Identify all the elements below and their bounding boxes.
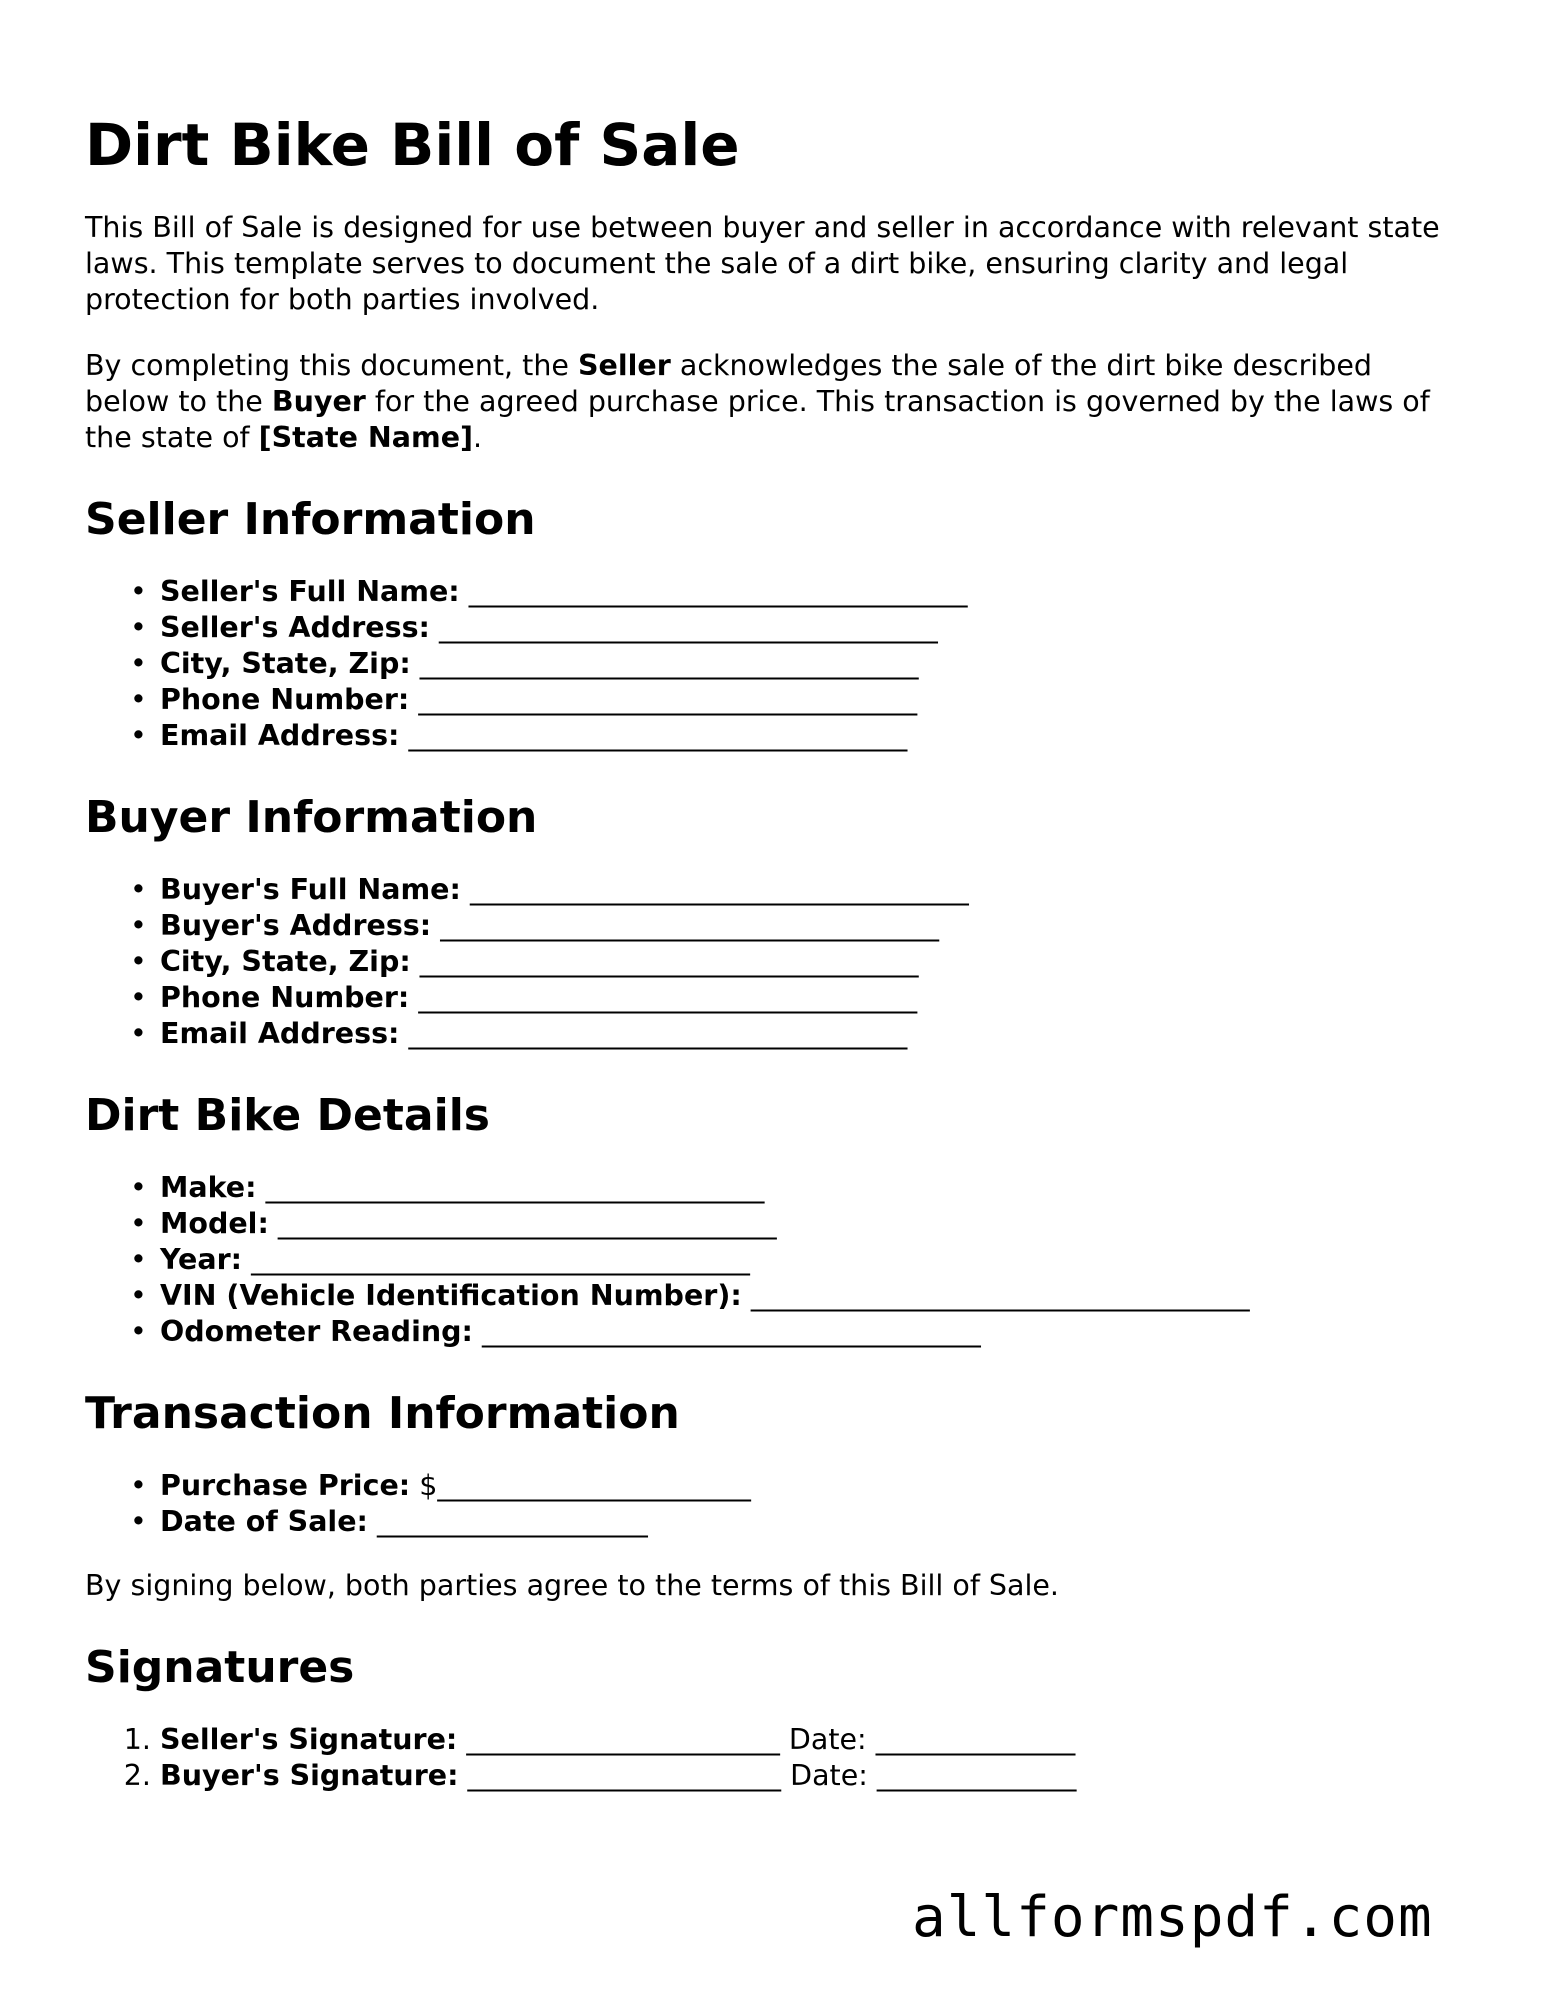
seller-signature-field — [160, 1722, 1465, 1758]
intro-paragraph: This Bill of Sale is designed for use between buyer and seller in accordance with relevant state laws. This template serves to document the sale of a dirt bike, ensuring clarity and legal protection for both parties involved. — [85, 211, 1440, 316]
seller-city-state-zip-field — [160, 646, 1465, 682]
site-watermark: allformspdf.com — [912, 1885, 1433, 1950]
buyer-information-heading: Buyer Information — [85, 792, 538, 843]
blank-line: ___________________________________ — [741, 1279, 1250, 1312]
blank-line: ___________________________________ — [242, 1243, 750, 1276]
blank-line: ______________________ — [457, 1723, 780, 1756]
blank-line: ___________________________________ — [410, 647, 919, 680]
bike-year-field — [160, 1242, 1465, 1278]
ack-text-1: By completing this document, the — [85, 349, 579, 382]
buyer-address-field — [160, 908, 1465, 944]
date-blank-line: ______________ — [867, 1759, 1077, 1792]
blank-line: ___________________________________ — [460, 873, 969, 906]
signatures-heading: Signatures — [85, 1642, 355, 1693]
date-label: Date: — [781, 1759, 868, 1792]
field-label: Year: — [160, 1243, 243, 1276]
seller-phone-field — [160, 682, 1465, 718]
blank-line: ___________________________________ — [472, 1315, 981, 1348]
bike-vin-field — [160, 1278, 1465, 1314]
blank-line: ___________________________________ — [410, 945, 919, 978]
field-label: Seller's Signature: — [160, 1723, 458, 1756]
field-label: Email Address: — [160, 719, 400, 752]
buyer-fields-list — [85, 872, 1465, 1052]
seller-full-name-field — [160, 574, 1465, 610]
buyer-phone-field — [160, 980, 1465, 1016]
signing-statement: By signing below, both parties agree to the terms of this Bill of Sale. — [85, 1569, 1059, 1602]
blank-line: ______________________ — [458, 1759, 782, 1792]
document-title: Dirt Bike Bill of Sale — [85, 111, 740, 179]
field-label: Date of Sale: — [160, 1505, 368, 1538]
transaction-information-heading: Transaction Information — [85, 1388, 680, 1439]
field-label: Seller's Address: — [160, 611, 430, 644]
field-label: City, State, Zip: — [160, 647, 411, 680]
field-label: Phone Number: — [160, 683, 410, 716]
ack-seller-term: Seller — [578, 349, 671, 382]
blank-line: ___________________________________ — [399, 1017, 908, 1050]
field-label: Purchase Price: — [160, 1469, 411, 1502]
field-label: Make: — [160, 1171, 257, 1204]
field-label: Buyer's Address: — [160, 909, 432, 942]
bike-make-field — [160, 1170, 1465, 1206]
signatures-list — [85, 1722, 1465, 1794]
field-label: Buyer's Full Name: — [160, 873, 461, 906]
blank-line: ___________________________________ — [399, 719, 908, 752]
transaction-fields-list — [85, 1468, 1465, 1540]
bike-odometer-field — [160, 1314, 1465, 1350]
bike-model-field — [160, 1206, 1465, 1242]
blank-line: $______________________ — [410, 1469, 751, 1502]
buyer-full-name-field — [160, 872, 1465, 908]
field-label: City, State, Zip: — [160, 945, 411, 978]
buyer-signature-field — [160, 1758, 1465, 1794]
ack-text-3: for the agreed purchase price. This transaction is governed by the laws of the state of — [85, 385, 1430, 454]
date-label: Date: — [779, 1723, 867, 1756]
blank-line: ___________________________________ — [459, 575, 968, 608]
blank-line: ___________________________________ — [256, 1171, 765, 1204]
blank-line: ___________________________________ — [409, 981, 918, 1014]
ack-state-name: [State Name] — [258, 421, 474, 454]
blank-line: ___________________________________ — [409, 683, 918, 716]
ack-buyer-term: Buyer — [271, 385, 366, 418]
bike-fields-list — [85, 1170, 1465, 1350]
seller-email-field — [160, 718, 1465, 754]
ack-text-2: acknowledges the sale of the dirt bike described below to the — [85, 349, 1372, 418]
field-label: Phone Number: — [160, 981, 410, 1014]
purchase-price-field — [160, 1468, 1465, 1504]
seller-address-field — [160, 610, 1465, 646]
acknowledgement-paragraph — [85, 348, 1465, 456]
seller-fields-list — [85, 574, 1465, 754]
field-label: Buyer's Signature: — [160, 1759, 459, 1792]
buyer-email-field — [160, 1016, 1465, 1052]
blank-line: ___________________________________ — [431, 909, 939, 942]
field-label: VIN (Vehicle Identification Number): — [160, 1279, 742, 1312]
blank-line: ___________________________________ — [429, 611, 938, 644]
buyer-city-state-zip-field — [160, 944, 1465, 980]
field-label: Email Address: — [160, 1017, 400, 1050]
dirt-bike-details-heading: Dirt Bike Details — [85, 1090, 490, 1141]
blank-line: ___________________ — [367, 1505, 648, 1538]
field-label: Odometer Reading: — [160, 1315, 473, 1348]
blank-line: ___________________________________ — [268, 1207, 777, 1240]
field-label: Seller's Full Name: — [160, 575, 460, 608]
field-label: Model: — [160, 1207, 269, 1240]
ack-text-4: . — [473, 421, 483, 454]
seller-information-heading: Seller Information — [85, 494, 536, 545]
date-of-sale-field — [160, 1504, 1465, 1540]
document-page — [85, 0, 1465, 1794]
date-blank-line: ______________ — [866, 1723, 1076, 1756]
